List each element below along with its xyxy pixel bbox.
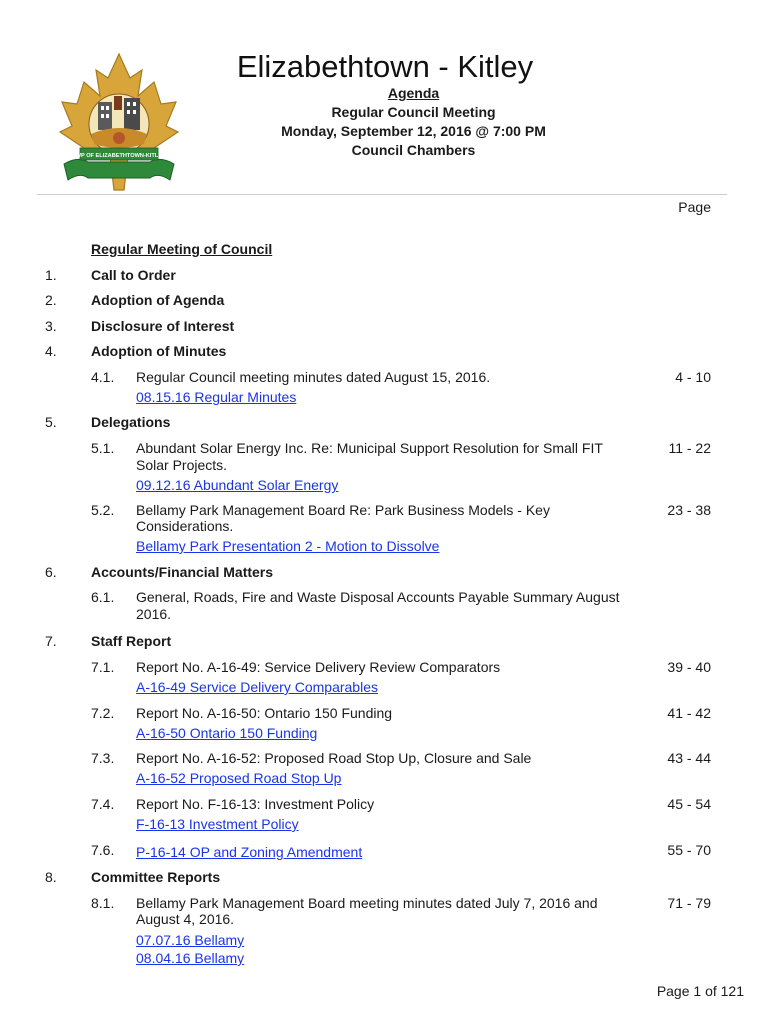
subitem-number: 5.2.	[91, 502, 115, 518]
subitem-number: 7.3.	[91, 750, 115, 766]
attachment-link[interactable]: P-16-14 OP and Zoning Amendment	[136, 844, 363, 860]
subitem-text: 2016.	[136, 606, 172, 622]
page-range: 23 - 38	[667, 502, 711, 518]
attachment-link[interactable]: A-16-49 Service Delivery Comparables	[136, 679, 378, 695]
item-title: Accounts/Financial Matters	[91, 564, 274, 580]
item-title: Adoption of Agenda	[91, 292, 225, 308]
item-number: 7.	[45, 633, 57, 649]
subitem-number: 5.1.	[91, 440, 115, 456]
attachment-link[interactable]: A-16-50 Ontario 150 Funding	[136, 725, 318, 741]
subitem-text: Report No. A-16-52: Proposed Road Stop Up, Closure and Sale	[136, 750, 532, 766]
subitem-text: Solar Projects.	[136, 457, 228, 473]
page-footer: Page 1 of 121	[656, 983, 744, 999]
header-divider	[37, 194, 727, 195]
item-number: 4.	[45, 343, 57, 359]
subitem-text: Abundant Solar Energy Inc. Re: Municipal Support Resolution for Small FIT	[136, 440, 603, 456]
page-range: 43 - 44	[667, 750, 711, 766]
meeting-datetime: Monday, September 12, 2016 @ 7:00 PM	[281, 123, 546, 139]
item-title: Call to Order	[91, 267, 176, 283]
subitem-text: General, Roads, Fire and Waste Disposal Accounts Payable Summary August	[136, 589, 620, 605]
page-range: 45 - 54	[667, 796, 711, 812]
attachment-link[interactable]: 08.15.16 Regular Minutes	[136, 389, 297, 405]
municipality-name: Elizabethtown - Kitley	[236, 49, 534, 84]
subitem-number: 7.6.	[91, 842, 115, 858]
item-number: 5.	[45, 414, 57, 430]
page-range: 55 - 70	[667, 842, 711, 858]
attachment-link[interactable]: F-16-13 Investment Policy	[136, 816, 299, 832]
subitem-number: 7.2.	[91, 705, 115, 721]
meeting-location: Council Chambers	[351, 142, 476, 158]
subitem-number: 7.4.	[91, 796, 115, 812]
subitem-text: Regular Council meeting minutes dated August 15, 2016.	[136, 369, 491, 385]
meeting-title: Regular Council Meeting	[331, 104, 496, 120]
document-type: Agenda	[387, 85, 440, 101]
item-number: 3.	[45, 318, 57, 334]
subitem-text: Considerations.	[136, 518, 234, 534]
subitem-text: Report No. A-16-50: Ontario 150 Funding	[136, 705, 393, 721]
attachment-link[interactable]: 09.12.16 Abundant Solar Energy	[136, 477, 339, 493]
page-range: 4 - 10	[675, 369, 711, 385]
item-number: 6.	[45, 564, 57, 580]
item-title: Delegations	[91, 414, 171, 430]
page-range: 41 - 42	[667, 705, 711, 721]
attachment-link[interactable]: A-16-52 Proposed Road Stop Up	[136, 770, 342, 786]
subitem-text: August 4, 2016.	[136, 911, 235, 927]
item-number: 1.	[45, 267, 57, 283]
page-range: 11 - 22	[668, 440, 711, 456]
item-title: Disclosure of Interest	[91, 318, 235, 334]
attachment-link[interactable]: 08.04.16 Bellamy	[136, 950, 245, 966]
attachment-link[interactable]: Bellamy Park Presentation 2 - Motion to Dissolve	[136, 538, 440, 554]
item-title: Committee Reports	[91, 869, 221, 885]
subitem-number: 7.1.	[91, 659, 115, 675]
subitem-number: 4.1.	[91, 369, 115, 385]
subitem-text: Report No. A-16-49: Service Delivery Review Comparators	[136, 659, 501, 675]
logo-banner-text: TWP OF ELIZABETHTOWN-KITLEY	[72, 153, 166, 159]
subitem-number: 8.1.	[91, 895, 115, 911]
page-range: 71 - 79	[667, 895, 711, 911]
attachment-link[interactable]: 07.07.16 Bellamy	[136, 932, 245, 948]
subitem-text: Bellamy Park Management Board Re: Park Business Models - Key	[136, 502, 550, 518]
item-title: Adoption of Minutes	[91, 343, 227, 359]
subitem-text: Report No. F-16-13: Investment Policy	[136, 796, 375, 812]
item-number: 2.	[45, 292, 57, 308]
page-range: 39 - 40	[667, 659, 711, 675]
section-title: Regular Meeting of Council	[91, 241, 273, 257]
subitem-number: 6.1.	[91, 589, 115, 605]
item-number: 8.	[45, 869, 57, 885]
page-column-label: Page	[678, 199, 711, 215]
subitem-text: Bellamy Park Management Board meeting minutes dated July 7, 2016 and	[136, 895, 598, 911]
item-title: Staff Report	[91, 633, 172, 649]
